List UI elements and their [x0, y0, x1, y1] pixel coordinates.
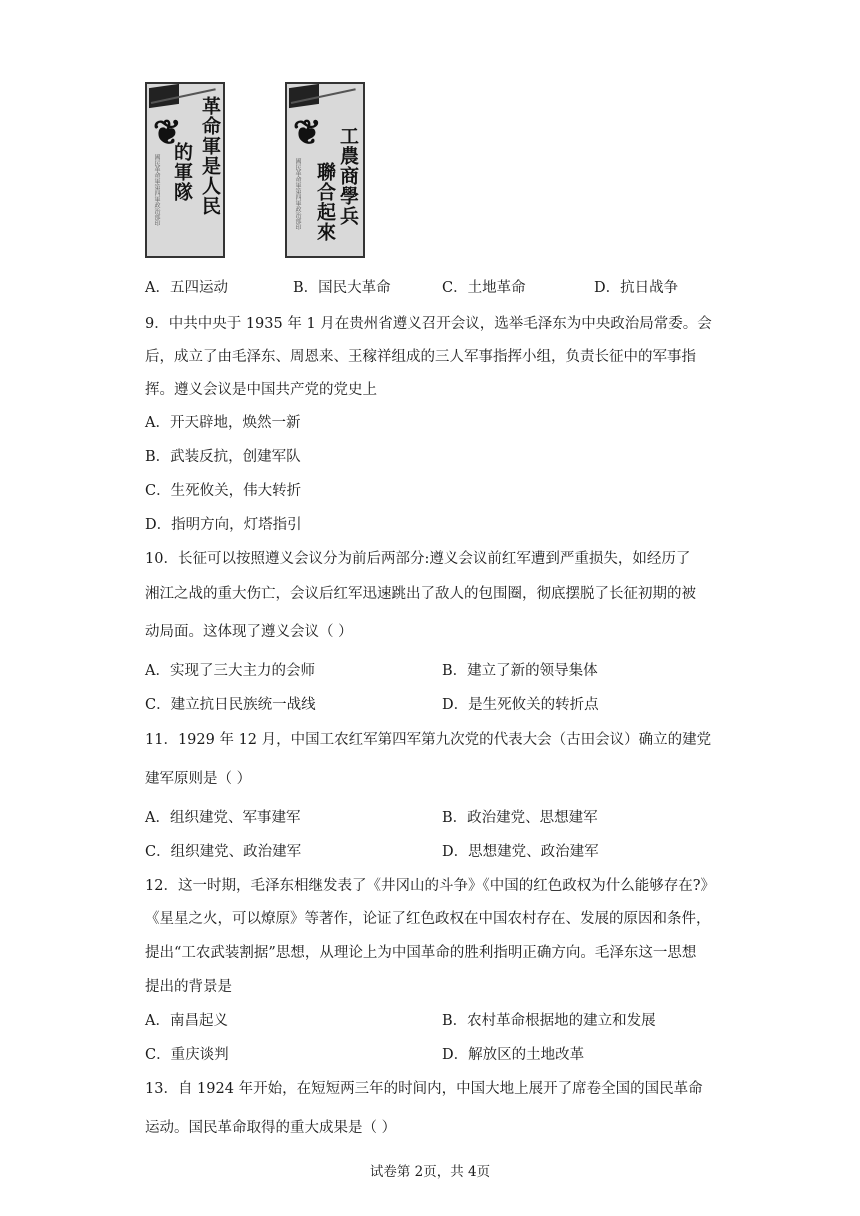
q9-stem-line-1: 9．中共中央于 1935 年 1 月在贵州省遵义召开会议，选举毛泽东为中央政治局常委。会 — [145, 316, 712, 332]
q12-stem-line-2: 《星星之火，可以燎原》等著作，论证了红色政权在中国农村存在、发展的原因和条件， — [145, 911, 711, 927]
poster-slogan-col-a: 工農商學兵 — [337, 126, 359, 226]
q12-stem-line-4: 提出的背景是 — [145, 979, 232, 995]
q12-option-c: C．重庆谈判 — [145, 1047, 229, 1063]
q9-option-d: D．指明方向，灯塔指引 — [145, 517, 302, 533]
q10-option-b: B．建立了新的领导集体 — [442, 663, 598, 679]
q8-option-c: C．土地革命 — [442, 280, 526, 296]
q11-option-a: A．组织建党、军事建军 — [145, 810, 301, 826]
poster-image-2 — [285, 82, 365, 258]
q11-option-b: B．政治建党、思想建军 — [442, 810, 598, 826]
q11-stem-line-2: 建军原则是（ ） — [145, 771, 252, 787]
q10-stem-line-2: 湘江之战的重大伤亡，会议后红军迅速跳出了敌人的包围圈，彻底摆脱了长征初期的被 — [145, 586, 696, 602]
poster-slogan-col-b: 聯合起來 — [314, 162, 336, 242]
q9-stem-line-2: 后，成立了由毛泽东、周恩来、王稼祥组成的三人军事指挥小组，负责长征中的军事指 — [145, 349, 696, 365]
poster-slogan-col-a: 革命軍是人民 — [199, 96, 221, 216]
q10-option-c: C．建立抗日民族统一战线 — [145, 697, 316, 713]
q11-option-c: C．组织建党、政治建军 — [145, 844, 302, 860]
q10-option-a: A．实现了三大主力的会师 — [145, 663, 315, 679]
q8-option-b: B．国民大革命 — [293, 280, 391, 296]
q12-stem-line-3: 提出“工农武装割据”思想，从理论上为中国革命的胜利指明正确方向。毛泽东这一思想 — [145, 945, 697, 961]
soldier-figure-icon: ❦ — [293, 113, 322, 153]
q8-option-a: A．五四运动 — [145, 280, 228, 296]
q10-option-d: D．是生死攸关的转折点 — [442, 697, 599, 713]
poster-slogan-col-b: 的軍隊 — [171, 142, 193, 202]
q12-stem-line-1: 12．这一时期，毛泽东相继发表了《井冈山的斗争》《中国的红色政权为什么能够存在?》 — [145, 878, 715, 894]
q12-option-b: B．农村革命根据地的建立和发展 — [442, 1013, 656, 1029]
q13-stem-line-2: 运动。国民革命取得的重大成果是（ ） — [145, 1120, 397, 1136]
q9-option-b: B．武装反抗，创建军队 — [145, 449, 301, 465]
poster-image-1 — [145, 82, 225, 258]
q11-option-d: D．思想建党、政治建军 — [442, 844, 599, 860]
q9-stem-line-3: 挥。遵义会议是中国共产党的党史上 — [145, 382, 377, 398]
page-footer: 试卷第 2页，共 4页 — [369, 1164, 491, 1180]
q12-option-a: A．南昌起义 — [145, 1013, 228, 1029]
poster-imprint: 國民革命軍第四軍政治部印 — [294, 158, 301, 230]
q12-option-d: D．解放区的土地改革 — [442, 1047, 585, 1063]
poster-imprint: 國民革命軍第四軍政治部印 — [153, 154, 160, 226]
q10-stem-line-1: 10．长征可以按照遵义会议分为前后两部分:遵义会议前红军遭到严重损失，如经历了 — [145, 551, 691, 567]
q10-stem-line-3: 动局面。这体现了遵义会议（ ） — [145, 624, 353, 640]
soldier-figure-icon: ❦ — [153, 113, 182, 153]
q8-option-d: D．抗日战争 — [594, 280, 679, 296]
q13-stem-line-1: 13．自 1924 年开始，在短短两三年的时间内，中国大地上展开了席卷全国的国民革命 — [145, 1081, 703, 1097]
q11-stem-line-1: 11．1929 年 12 月，中国工农红军第四军第九次党的代表大会（古田会议）确立的建党 — [145, 732, 712, 748]
q9-option-c: C．生死攸关，伟大转折 — [145, 483, 302, 499]
q9-option-a: A．开天辟地，焕然一新 — [145, 415, 301, 431]
